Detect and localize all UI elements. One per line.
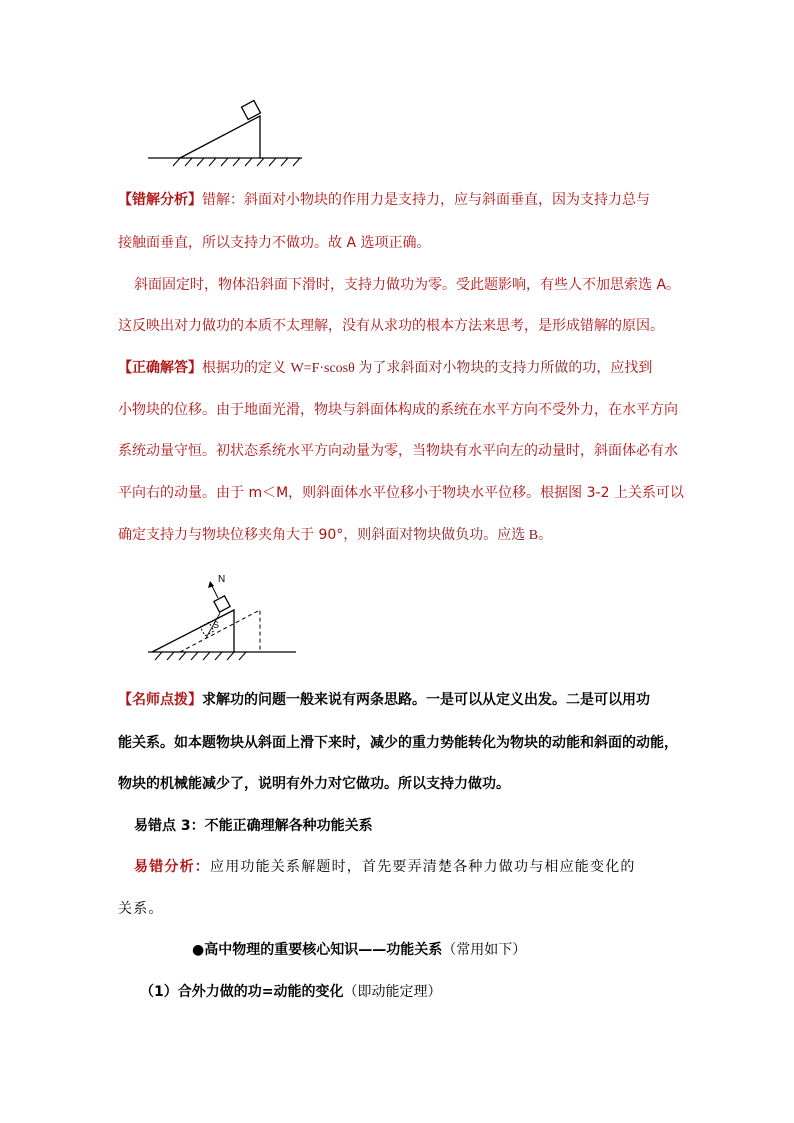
tip-line-2: 能关系。如本题物块从斜面上滑下来时，减少的重力势能转化为物块的动能和斜面的动能，	[118, 735, 678, 751]
section-heading: 易错点 3：不能正确理解各种功能关系	[134, 818, 373, 834]
bullet-heading: ●高中物理的重要核心知识——功能关系（常用如下）	[192, 942, 527, 958]
answer-line-1: 【正确解答】根据功的定义 W=F·scosθ 为了求斜面对小物块的支持力所做的功，应找到	[118, 360, 653, 376]
analysis-line-2: 接触面垂直，所以支持力不做功。故 A 选项正确。	[118, 235, 431, 251]
answer-tag: 【正确解答】	[118, 360, 202, 376]
tip-line-3: 物块的机械能减少了，说明有外力对它做功。所以支持力做功。	[118, 776, 510, 792]
label-n: N	[218, 574, 226, 585]
error-analysis-line-2: 关系。	[118, 901, 164, 917]
analysis-tag: 【错解分析】	[118, 192, 202, 208]
explanation-line-2: 这反映出对力做功的本质不太理解，没有从求功的根本方法来思考，是形成错解的原因。	[118, 318, 664, 334]
analysis-line-1: 【错解分析】错解：斜面对小物块的作用力是支持力，应与斜面垂直，因为支持力总与	[118, 192, 650, 208]
incline-figure-2	[140, 568, 300, 664]
answer-line-2: 小物块的位移。由于地面光滑，物块与斜面体构成的系统在水平方向不受外力，在水平方向	[118, 402, 678, 418]
explanation-line-1: 斜面固定时，物体沿斜面下滑时，支持力做功为零。受此题影响，有些人不加思索选 A。	[134, 277, 681, 293]
tip-tag: 【名师点拨】	[118, 692, 202, 708]
bullet-mark: ●	[192, 942, 205, 958]
answer-line-4: 平向右的动量。由于 m＜M，则斜面体水平位移小于物块水平位移。根据图 3-2 上关系可以	[118, 485, 684, 501]
error-analysis-tag: 易错分析：	[134, 859, 210, 875]
list-item-1: （1）合外力做的功=动能的变化（即动能定理）	[140, 984, 442, 1000]
answer-line-3: 系统动量守恒。初状态系统水平方向动量为零，当物块有水平向左的动量时，斜面体必有水	[118, 443, 678, 459]
answer-line-5: 确定支持力与物块位移夹角大于 90°，则斜面对物块做负功。应选 B。	[118, 527, 553, 543]
tip-line-1: 【名师点拨】求解功的问题一般来说有两条思路。一是可以从定义出发。二是可以用功	[118, 692, 650, 708]
label-s: S	[213, 620, 220, 630]
incline-figure-1	[140, 98, 320, 168]
list-number: （1）	[140, 984, 178, 1000]
error-analysis-line-1: 易错分析：应用功能关系解题时，首先要弄清楚各种力做功与相应能变化的	[134, 859, 636, 875]
